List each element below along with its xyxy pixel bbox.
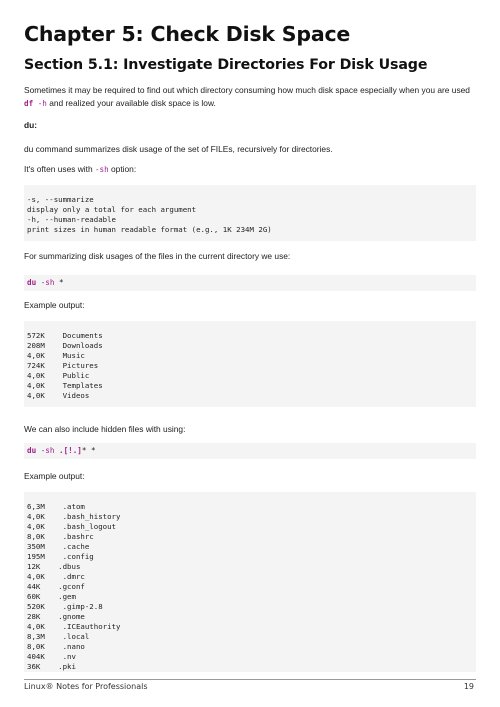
footer-rule — [24, 679, 476, 680]
inline-code-flag: -h — [33, 99, 47, 108]
sh-text-after: option: — [108, 164, 137, 174]
options-code-block — [24, 185, 476, 241]
output-code-1: 572K Documents 208M Downloads 4,0K Music 724K Pictures 4,0K Public 4,0K Templates 4,0K Videos — [27, 331, 103, 400]
sh-text-before: It's often uses with — [24, 164, 95, 174]
command2-bracket: .[!.] — [54, 446, 82, 455]
hidden-intro: We can also include hidden files with using: — [24, 424, 186, 434]
summarize-intro: For summarizing disk usages of the files in the current directory we use: — [24, 251, 291, 261]
output-code-block-1 — [24, 321, 476, 407]
command-block-2 — [24, 443, 476, 459]
intro-paragraph — [24, 84, 479, 110]
example-label-1: Example output: — [24, 300, 85, 310]
chapter-title: Chapter 5: Check Disk Space — [24, 22, 351, 46]
footer-page-number: 19 — [463, 682, 474, 691]
du-description: du command summarizes disk usage of the set of FILEs, recursively for directories. — [24, 144, 333, 154]
inline-code-sh: -sh — [94, 165, 109, 174]
intro-text-after: and realized your available disk space is low. — [46, 98, 216, 108]
section-title: Section 5.1: Investigate Directories For Disk Usage — [24, 57, 428, 73]
command1-arg: * — [54, 278, 64, 287]
command2-cmd: du — [27, 446, 37, 455]
command1-cmd: du — [27, 278, 37, 287]
intro-text-before: Sometimes it may be required to find out which directory consuming how much disk space especially when you are used — [24, 85, 470, 95]
command1-flag: -sh — [36, 278, 55, 287]
inline-code-df: df — [24, 99, 34, 108]
sh-option-paragraph — [24, 163, 479, 176]
footer-book-title: Linux® Notes for Professionals — [24, 682, 148, 691]
output-code-2: 6,3M .atom 4,0K .bash_history 4,0K .bash_logout 8,0K .bashrc 350M .cache 195M .config 12K .dbus 4,0K .dmrc 44K .gconf 60K .gem 520K .gimp-2.8 28K .gnome 4,0K .ICEauthority 8,3M .local 8,0K .nano 404K .nv 36K .pki — [27, 502, 121, 671]
options-code: -s, --summarize display only a total for each argument -h, --human-readable print sizes in human readable format (e.g., 1K 234M 2G) — [27, 195, 272, 234]
du-heading: du: — [24, 120, 38, 130]
example-label-2: Example output: — [24, 471, 85, 481]
command-block-1 — [24, 275, 476, 291]
command2-arg: * * — [81, 446, 96, 455]
output-code-block-2 — [24, 492, 476, 672]
command2-flag: -sh — [36, 446, 55, 455]
